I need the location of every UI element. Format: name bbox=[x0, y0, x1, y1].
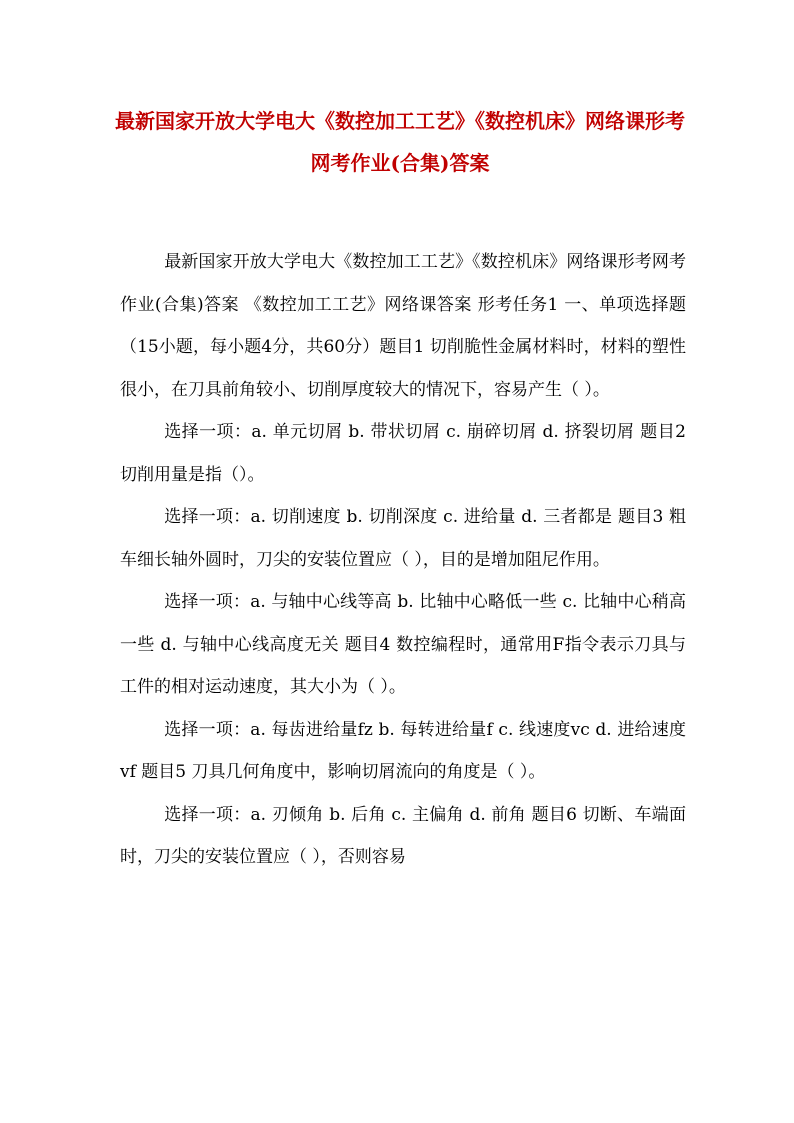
paragraph: 选择一项：a. 切削速度 b. 切削深度 c. 进给量 d. 三者都是 题目3 粗车细长轴外圆时，刀尖的安装位置应（ ），目的是增加阻尼作用。 bbox=[120, 507, 686, 570]
paragraph: 选择一项：a. 单元切屑 b. 带状切屑 c. 崩碎切屑 d. 挤裂切屑 题目2 切削用量是指（）。 bbox=[120, 422, 686, 485]
document-body bbox=[120, 241, 686, 879]
paragraph: 选择一项：a. 与轴中心线等高 b. 比轴中心略低一些 c. 比轴中心稍高一些 d. 与轴中心线高度无关 题目4 数控编程时，通常用F指令表示刀具与工件的相对运动速度，其大小为（ ）。 bbox=[120, 592, 686, 697]
document-title: 最新国家开放大学电大《数控加工工艺》《数控机床》网络课形考网考作业(合集)答案 bbox=[115, 109, 685, 175]
paragraph: 选择一项：a. 每齿进给量fz b. 每转进给量f c. 线速度vc d. 进给速度vf 题目5 刀具几何角度中，影响切屑流向的角度是（ ）。 bbox=[120, 719, 686, 782]
paragraph: 最新国家开放大学电大《数控加工工艺》《数控机床》网络课形考网考作业(合集)答案 《数控加工工艺》网络课答案 形考任务1 一、单项选择题（15小题，每小题4分，共60分）题目1 切削脆性金属材料时，材料的塑性很小，在刀具前角较小、切削厚度较大的情况下，容易产生（ ）。 bbox=[120, 252, 686, 400]
paragraph: 选择一项：a. 刃倾角 b. 后角 c. 主偏角 d. 前角 题目6 切断、车端面时，刀尖的安装位置应（ ），否则容易 bbox=[120, 804, 686, 867]
